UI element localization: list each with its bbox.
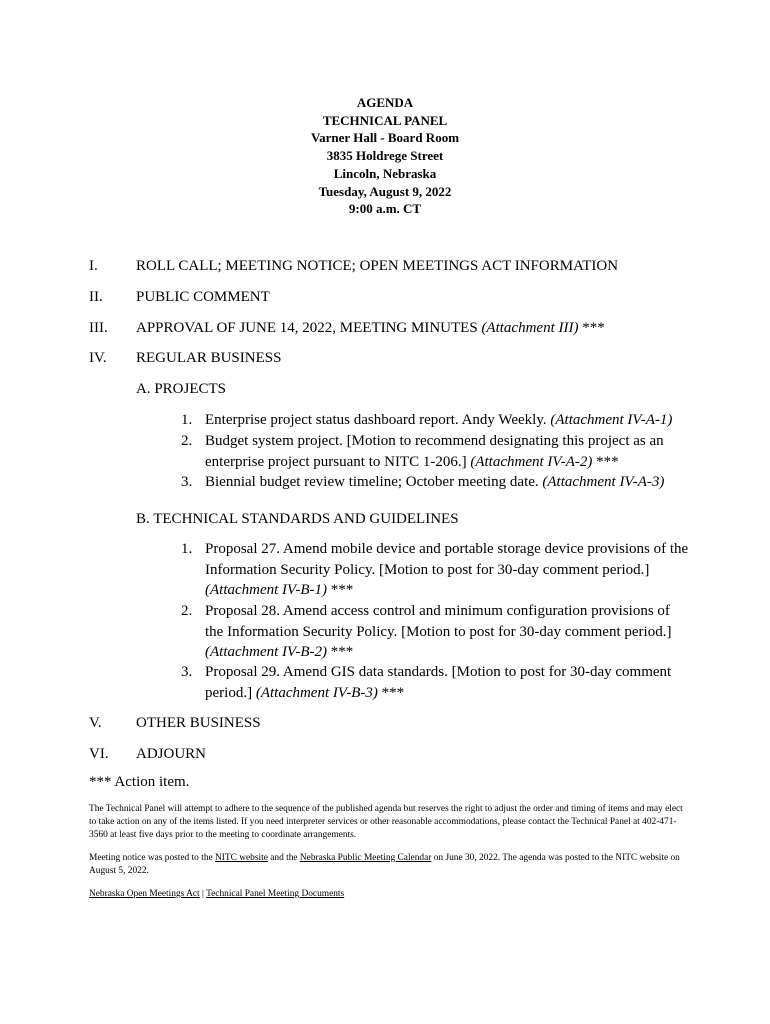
header-time: 9:00 a.m. CT: [348, 201, 422, 217]
attachment-reference: (Attachment IV-B-2): [205, 644, 328, 660]
posting-notice: [89, 852, 689, 878]
item-number: 1.: [181, 412, 193, 428]
item-number: 2.: [181, 603, 193, 619]
section-roll-call: ROLL CALL; MEETING NOTICE; OPEN MEETINGS ACT INFORMATION: [136, 258, 619, 274]
item-number: 1.: [181, 541, 193, 557]
nitc-website-link[interactable]: NITC website: [215, 853, 268, 863]
list-item: [181, 539, 691, 601]
section-regular-business: REGULAR BUSINESS: [136, 350, 282, 366]
attachment-reference: (Attachment IV-B-1): [205, 582, 328, 598]
section-text: APPROVAL OF JUNE 14, 2022, MEETING MINUTES: [136, 320, 482, 336]
list-item: [181, 472, 691, 493]
item-text: Proposal 28. Amend access control and minimum configuration provisions of the Information Security Policy. [Motion to post for 30-day comment period.]: [205, 603, 672, 640]
attachment-reference: (Attachment IV-B-3): [255, 684, 378, 701]
item-text: Enterprise project status dashboard report. Andy Weekly.: [205, 412, 551, 428]
item-text: Proposal 27. Amend mobile device and portable storage device provisions of the Information Security Policy. [Motion to post for 30-day comment period.]: [205, 541, 689, 578]
action-marker: ***: [327, 582, 354, 598]
attachment-reference: (Attachment IV-A-1): [550, 412, 673, 428]
header-venue: Varner Hall - Board Room: [310, 130, 460, 146]
section-adjourn: ADJOURN: [136, 746, 207, 762]
list-item: [181, 662, 691, 703]
list-item: [181, 410, 691, 431]
item-number: 2.: [181, 433, 193, 449]
header-street: 3835 Holdrege Street: [326, 148, 444, 164]
item-text: Biennial budget review timeline; October meeting date.: [205, 474, 543, 490]
attachment-reference: (Attachment IV-A-2): [470, 453, 593, 470]
action-marker: ***: [327, 644, 354, 660]
footer-links: [89, 888, 689, 901]
section-public-comment: PUBLIC COMMENT: [136, 289, 270, 305]
notice-text: and the: [267, 853, 300, 863]
notice-text: Meeting notice was posted to the: [89, 853, 216, 863]
accommodation-notice: The Technical Panel will attempt to adhere to the sequence of the published agenda but reserves the right to adjust the order and timing of items and may elect to take action on any of the items listed. If you need interpreter services or other reasonable accommodations, please contact the Technical Panel at 402-471-3560 at least five days prior to the meeting to coordinate arrangements.: [89, 804, 683, 841]
section-other-business: OTHER BUSINESS: [136, 715, 261, 731]
section-numeral: V.: [89, 715, 102, 731]
subsection-projects-heading: A. PROJECTS: [136, 381, 227, 397]
subsection-standards-heading: B. TECHNICAL STANDARDS AND GUIDELINES: [136, 511, 459, 527]
attachment-reference: (Attachment IV-A-3): [542, 474, 665, 490]
open-meetings-act-link[interactable]: Nebraska Open Meetings Act: [89, 889, 200, 899]
item-text: Budget system project. [Motion to recommend designating this project as an enterprise project pursuant to NITC 1-206.]: [205, 433, 664, 470]
header-city: Lincoln, Nebraska: [333, 165, 437, 181]
section-numeral: I.: [89, 258, 98, 274]
item-text: Proposal 29. Amend GIS data standards. [Motion to post for 30-day comment period.]: [205, 664, 672, 701]
action-item-legend: *** Action item.: [89, 774, 190, 790]
action-marker: ***: [578, 320, 605, 336]
section-numeral: IV.: [89, 350, 107, 366]
list-item: [181, 431, 691, 472]
meeting-documents-link[interactable]: Technical Panel Meeting Documents: [206, 889, 345, 899]
header-title: AGENDA: [356, 95, 414, 110]
action-marker: ***: [592, 453, 619, 470]
section-numeral: III.: [89, 320, 108, 336]
header-date: Tuesday, August 9, 2022: [318, 183, 452, 199]
list-item: [181, 601, 691, 663]
section-numeral: VI.: [89, 746, 109, 762]
agenda-header: [0, 94, 770, 218]
notice-text: on June 30, 2022. The agenda was posted to the NITC website on August 5, 2022.: [89, 853, 680, 877]
public-meeting-calendar-link[interactable]: Nebraska Public Meeting Calendar: [299, 853, 432, 863]
section-approval-minutes: [136, 318, 605, 338]
attachment-reference: (Attachment III): [481, 320, 579, 336]
item-number: 3.: [181, 664, 193, 680]
section-numeral: II.: [89, 289, 103, 305]
link-separator: |: [199, 889, 207, 899]
action-marker: ***: [377, 684, 405, 701]
item-number: 3.: [181, 474, 193, 490]
header-body: TECHNICAL PANEL: [322, 112, 448, 128]
